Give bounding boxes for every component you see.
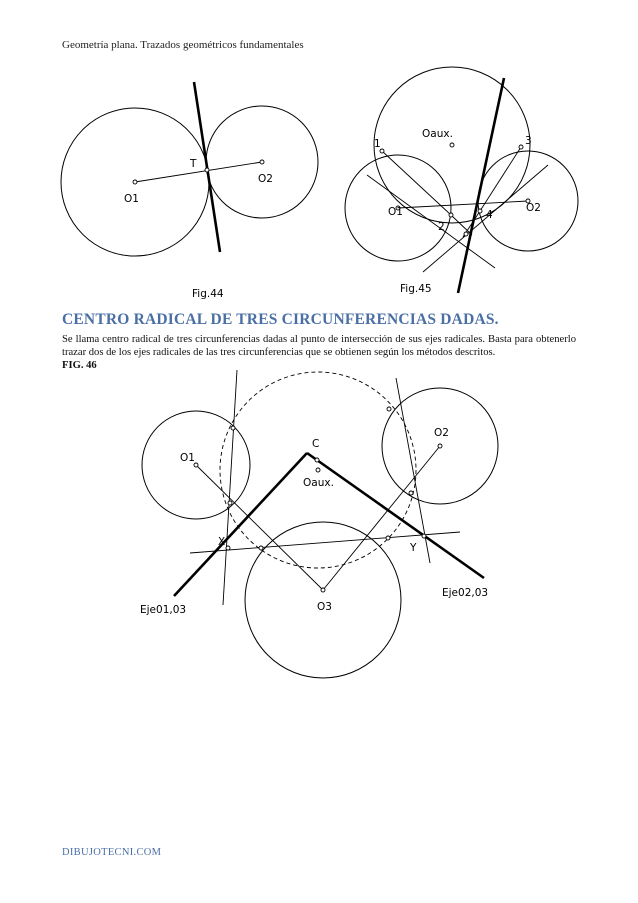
fig46-circle-o3	[245, 522, 401, 678]
fig44-point-o2	[260, 160, 264, 164]
fig45-label-oaux: Oaux.	[422, 128, 453, 140]
fig46-point-f	[409, 491, 413, 495]
figure-reference: FIG. 46	[62, 360, 97, 371]
fig46-point-b	[228, 501, 232, 505]
fig46-label-y: Y	[410, 542, 417, 554]
fig46-line-o2-o3	[323, 446, 440, 590]
fig44-label-o2: O2	[258, 173, 273, 185]
section-body: Se llama centro radical de tres circunferencias dadas al punto de intersección de sus ejes radicales. Basta para obtenerlo trazar dos de los ejes radicales de las tres circunferencias que se obtienen según los métodos descritos.	[62, 334, 576, 358]
fig44-label-o1: O1	[124, 193, 139, 205]
fig46-axis-o1-o3	[174, 453, 307, 596]
fig46-label-o1: O1	[180, 452, 195, 464]
fig44-point-t	[205, 168, 209, 172]
fig45-left-line	[367, 175, 495, 268]
fig45-label-1: 1	[374, 138, 381, 150]
fig46-axis-o2-o3	[307, 453, 484, 578]
fig46-point-c2	[259, 546, 263, 550]
fig45-ext-1-2	[451, 215, 472, 235]
fig45-point-3	[519, 145, 523, 149]
fig46-point-o2	[438, 444, 442, 448]
fig46-label-eje13: Eje01,03	[140, 604, 187, 616]
fig46-radical-o1-o3	[223, 370, 237, 605]
fig45-label-o2: O2	[526, 202, 541, 214]
figure-46	[140, 370, 498, 678]
fig46-point-y	[422, 534, 426, 538]
fig44-caption: Fig.44	[192, 288, 224, 300]
fig45-radical-axis	[458, 78, 504, 293]
fig46-point-a	[231, 426, 235, 430]
fig45-point-4	[478, 209, 482, 213]
figure-44	[61, 82, 318, 300]
fig46-label-x: X	[218, 536, 226, 548]
fig46-point-e	[387, 407, 391, 411]
fig45-point-oaux	[450, 143, 454, 147]
section-title: CENTRO RADICAL DE TRES CIRCUNFERENCIAS DADAS.	[62, 311, 499, 328]
fig45-label-3: 3	[525, 135, 532, 147]
fig46-point-o3	[321, 588, 325, 592]
fig45-label-o1: O1	[388, 206, 403, 218]
fig44-radical-axis	[194, 82, 220, 252]
footer-site-link[interactable]: DIBUJOTECNI.COM	[62, 847, 162, 858]
fig45-point-2	[449, 213, 453, 217]
fig46-point-x	[226, 546, 230, 550]
fig45-point-radical	[464, 232, 468, 236]
fig45-caption: Fig.45	[400, 283, 432, 295]
fig46-label-o3: O3	[317, 601, 332, 613]
fig46-point-c	[315, 458, 319, 462]
fig46-label-o2: O2	[434, 427, 449, 439]
fig45-center-line	[398, 201, 528, 208]
fig46-label-c: C	[312, 438, 320, 450]
fig45-label-2: 2	[438, 221, 445, 233]
fig46-point-oaux	[316, 468, 320, 472]
fig44-center-line	[135, 162, 262, 182]
fig46-point-d	[386, 536, 390, 540]
fig44-point-o1	[133, 180, 137, 184]
fig44-label-t: T	[190, 158, 197, 170]
fig45-label-4: 4	[486, 209, 493, 221]
figure-45	[345, 67, 578, 295]
fig46-label-eje23: Eje02,03	[442, 587, 489, 599]
page-header: Geometría plana. Trazados geométricos fundamentales	[62, 39, 304, 51]
fig46-label-oaux: Oaux.	[303, 477, 334, 489]
